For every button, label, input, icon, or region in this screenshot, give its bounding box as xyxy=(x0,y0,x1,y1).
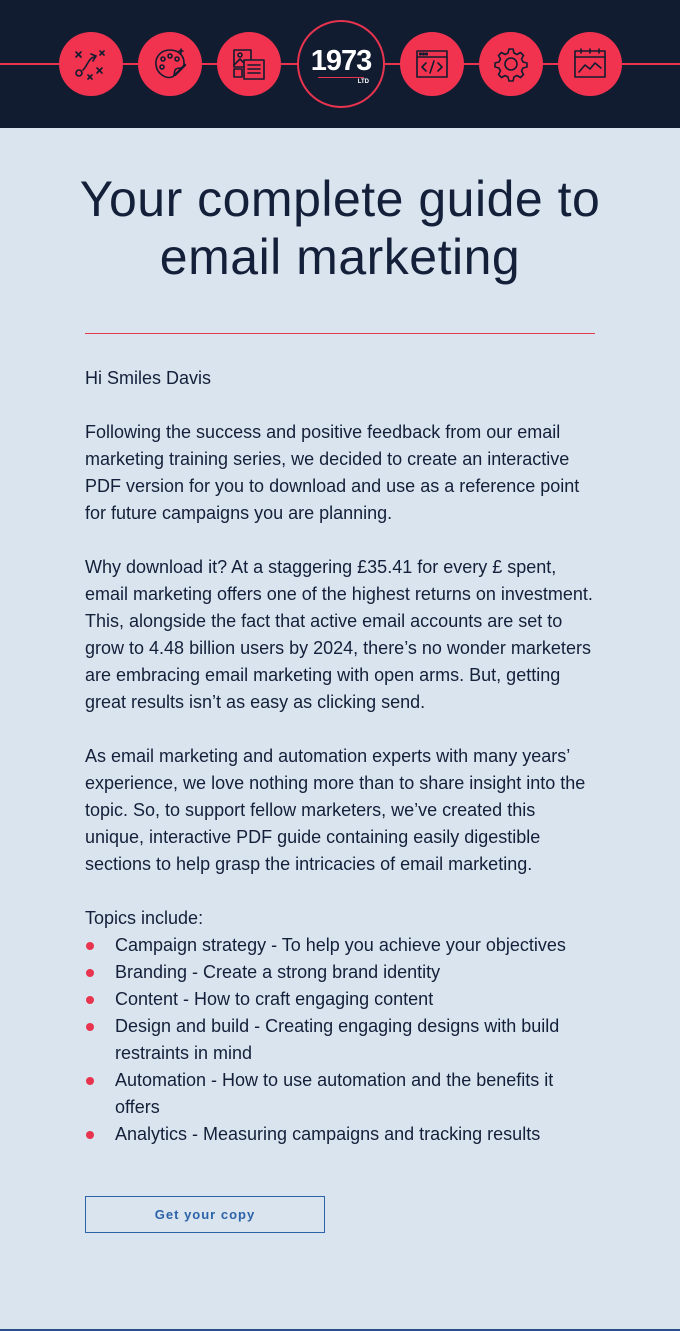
list-item-text: Content - How to craft engaging content xyxy=(115,989,434,1009)
list-item-text: Branding - Create a strong brand identity xyxy=(115,962,441,982)
list-item-text: Campaign strategy - To help you achieve your objectives xyxy=(115,935,566,955)
bullet-dot xyxy=(86,969,94,977)
list-item xyxy=(85,1013,597,1067)
section-divider xyxy=(85,333,595,334)
body-paragraph: As email marketing and automation experts with many years’ experience, we love nothing more than to share insight into the topic. So, to support fellow marketers, we’ve created this unique, interactive PDF guide containing easily digestible sections to help grasp the intricacies of email marketing. xyxy=(85,746,586,874)
list-item xyxy=(85,1121,597,1148)
body-paragraph: Following the success and positive feedback from our email marketing training series, we decided to create an interactive PDF version for you to download and use as a reference point for future campaigns you are planning. xyxy=(85,422,580,523)
analytics-chart-icon xyxy=(558,32,622,96)
logo-number: 1973 xyxy=(310,44,372,77)
topics-label: Topics include: xyxy=(85,908,204,928)
strategy-icon xyxy=(59,32,123,96)
greeting: Hi Smiles Davis xyxy=(85,368,212,388)
logo-suffix: LTD xyxy=(357,78,369,85)
bullet-dot xyxy=(86,942,94,950)
bullet-dot xyxy=(86,1131,94,1139)
get-your-copy-button[interactable]: Get your copy xyxy=(85,1196,325,1233)
header-banner xyxy=(0,0,680,128)
list-item xyxy=(85,1067,597,1121)
list-item xyxy=(85,959,597,986)
page-title: Your complete guide to email marketing xyxy=(79,171,601,285)
email-body xyxy=(85,365,597,1148)
bullet-dot xyxy=(86,1023,94,1031)
code-window-icon xyxy=(400,32,464,96)
list-item-text: Analytics - Measuring campaigns and tracking results xyxy=(115,1124,541,1144)
palette-icon xyxy=(138,32,202,96)
bullet-dot xyxy=(86,1077,94,1085)
bullet-dot xyxy=(86,996,94,1004)
body-paragraph: Why download it? At a staggering £35.41 for every £ spent, email marketing offers one of the highest returns on investment. This, alongside the fact that active email accounts are set to grow to 4.48 billion users by 2024, there’s no wonder marketers are embracing email marketing with open arms. But, getting great results isn’t as easy as clicking send. xyxy=(85,557,593,712)
gear-icon xyxy=(479,32,543,96)
logo-underline xyxy=(318,77,364,78)
company-logo xyxy=(297,20,385,108)
document-images-icon xyxy=(217,32,281,96)
list-item xyxy=(85,932,597,959)
list-item-text: Automation - How to use automation and the benefits it offers xyxy=(115,1070,554,1117)
list-item xyxy=(85,986,597,1013)
topics-list xyxy=(85,932,597,1148)
list-item-text: Design and build - Creating engaging designs with build restraints in mind xyxy=(115,1016,560,1063)
